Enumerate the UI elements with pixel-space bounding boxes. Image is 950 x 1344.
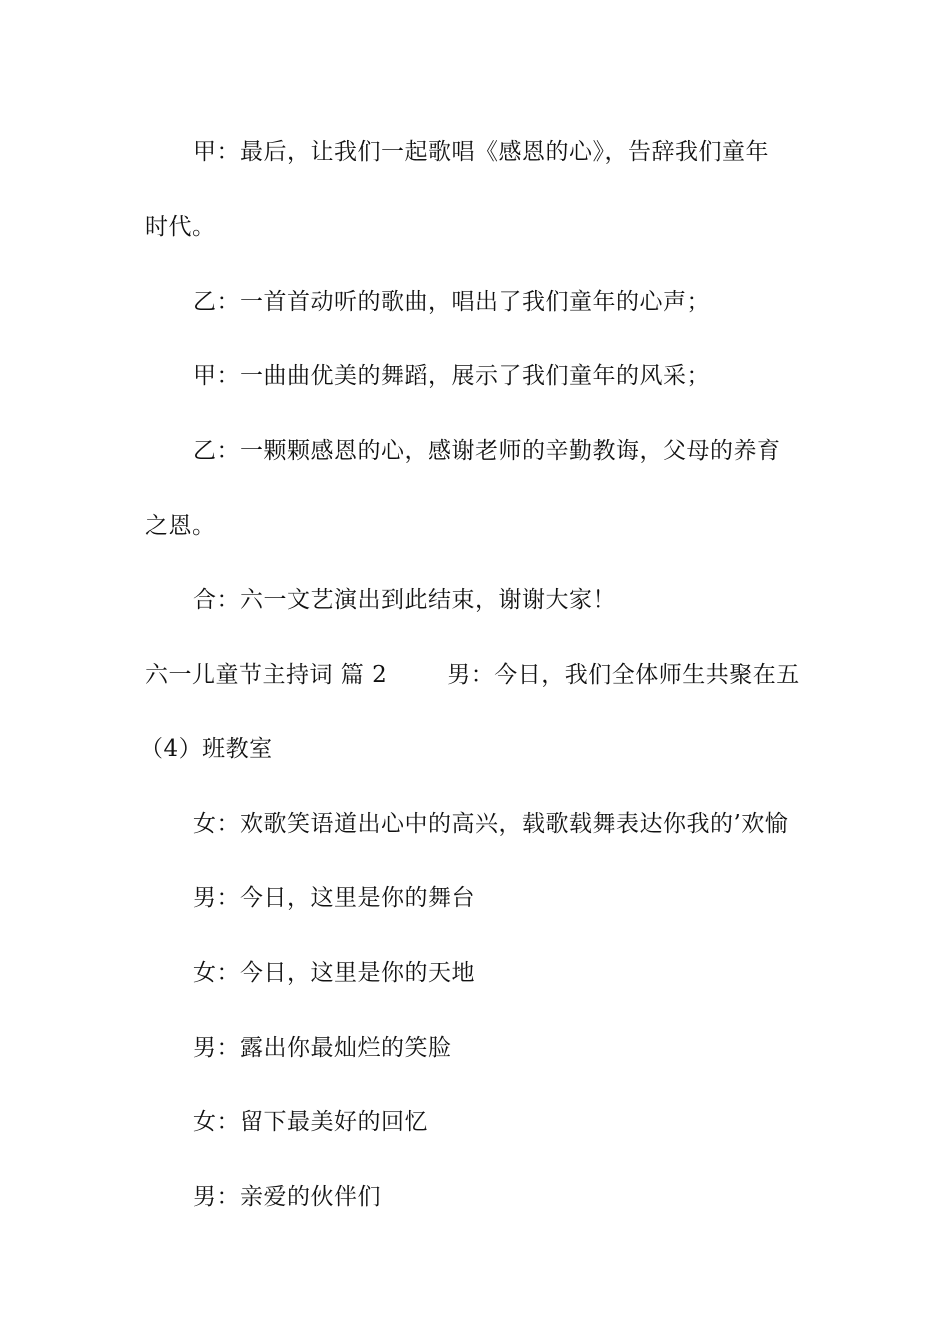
- text-line: （4）班教室: [140, 736, 273, 762]
- text-line: 女：欢歌笑语道出心中的高兴，载歌载舞表达你我的’欢愉: [193, 811, 789, 837]
- text-line: 之恩。: [145, 513, 216, 539]
- text-line: 合：六一文艺演出到此结束，谢谢大家！: [193, 587, 616, 613]
- text-line: 男：亲爱的伙伴们: [193, 1184, 381, 1210]
- text-line: 甲：最后，让我们一起歌唱《感恩的心》，告辞我们童年: [193, 139, 769, 165]
- text-line: 男：今日，这里是你的舞台: [193, 885, 475, 911]
- text-line: 甲：一曲曲优美的舞蹈，展示了我们童年的风采；: [193, 363, 710, 389]
- text-line: 男：露出你最灿烂的笑脸: [193, 1035, 452, 1061]
- text-line: 乙：一首首动听的歌曲，唱出了我们童年的心声；: [193, 289, 710, 315]
- text-line: 乙：一颗颗感恩的心，感谢老师的辛勤教诲，父母的养育: [193, 438, 781, 464]
- text-line: 时代。: [145, 214, 216, 240]
- text-line: 男：今日，我们全体师生共聚在五: [447, 662, 800, 688]
- text-line: 女：今日，这里是你的天地: [193, 960, 475, 986]
- text-line: 女：留下最美好的回忆: [193, 1109, 428, 1135]
- section-heading-line: [145, 660, 815, 690]
- section-heading: 六一儿童节主持词 篇 2: [145, 662, 388, 688]
